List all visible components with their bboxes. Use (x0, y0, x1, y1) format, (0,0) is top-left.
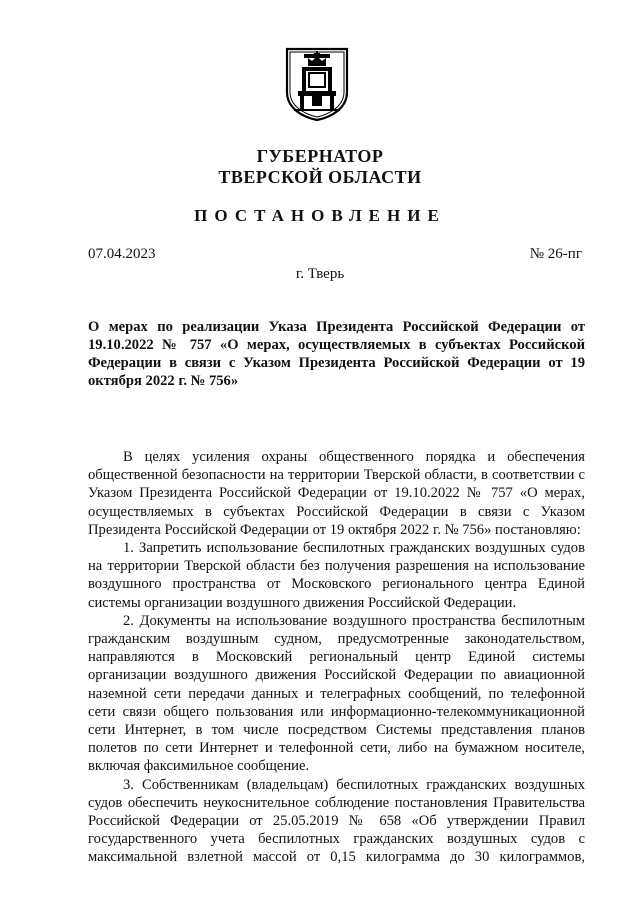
document-number: № 26-пг (529, 246, 582, 262)
item-2-paragraph: 2. Документы на использование воздушного пространства беспилотным гражданским воздушным судном, предусмотренные законодательством, направляются в Московский региональный центр Единой системы организации воздушного движения Российской Федерации по авиационной наземной сети передачи данных и телеграфных сообщений, по телефонной сети связи общего пользования или информационно-телекоммуникационной сети Интернет, в том числе посредством Системы представления планов полетов по сети Интернет и телефонной сети, либо на бумажном носителе, включая факсимильное сообщение. (88, 612, 585, 775)
document-body (88, 448, 585, 867)
document-title: О мерах по реализации Указа Президента Российской Федерации от 19.10.2022 № 757 «О мерах, осуществляемых в субъектах Российской Федерации в связи с Указом Президента Российской Федерации от 19 октября 2022 г. № 756» (88, 319, 585, 389)
intro-paragraph: В целях усиления охраны общественного порядка и обеспечения общественной безопасности на территории Тверской области, в соответствии с Указом Президента Российской Федерации от 19.10.2022 № 757 «О мерах, осуществляемых в субъектах Российской Федерации в связи с Указом Президента Российской Федерации от 19 октября 2022 г. № 756» постановляю: (88, 449, 585, 538)
issuer-title-line2: ТВЕРСКОЙ ОБЛАСТИ (218, 167, 422, 187)
issuer-title-line1: ГУБЕРНАТОР (256, 146, 384, 166)
document-city: г. Тверь (295, 266, 345, 282)
item-3-paragraph: 3. Собственникам (владельцам) беспилотных гражданских воздушных судов обеспечить неукоснительное соблюдение постановления Правительства Российской Федерации от 25.05.2019 № 658 «Об утверждении Правил государственного учета беспилотных гражданских воздушных судов с максимальной взлетной массой от 0,15 килограмма до 30 килограммов, (88, 776, 585, 866)
item-1-paragraph: 1. Запретить использование беспилотных гражданских воздушных судов на территории Тверской области без получения разрешения на использование воздушного пространства от Московского регионального центра Единой системы организации воздушного движения Российской Федерации. (88, 540, 585, 611)
document-date: 07.04.2023 (88, 246, 156, 262)
coat-of-arms-emblem (284, 46, 350, 122)
document-type: ПОСТАНОВЛЕНИЕ (194, 206, 446, 225)
